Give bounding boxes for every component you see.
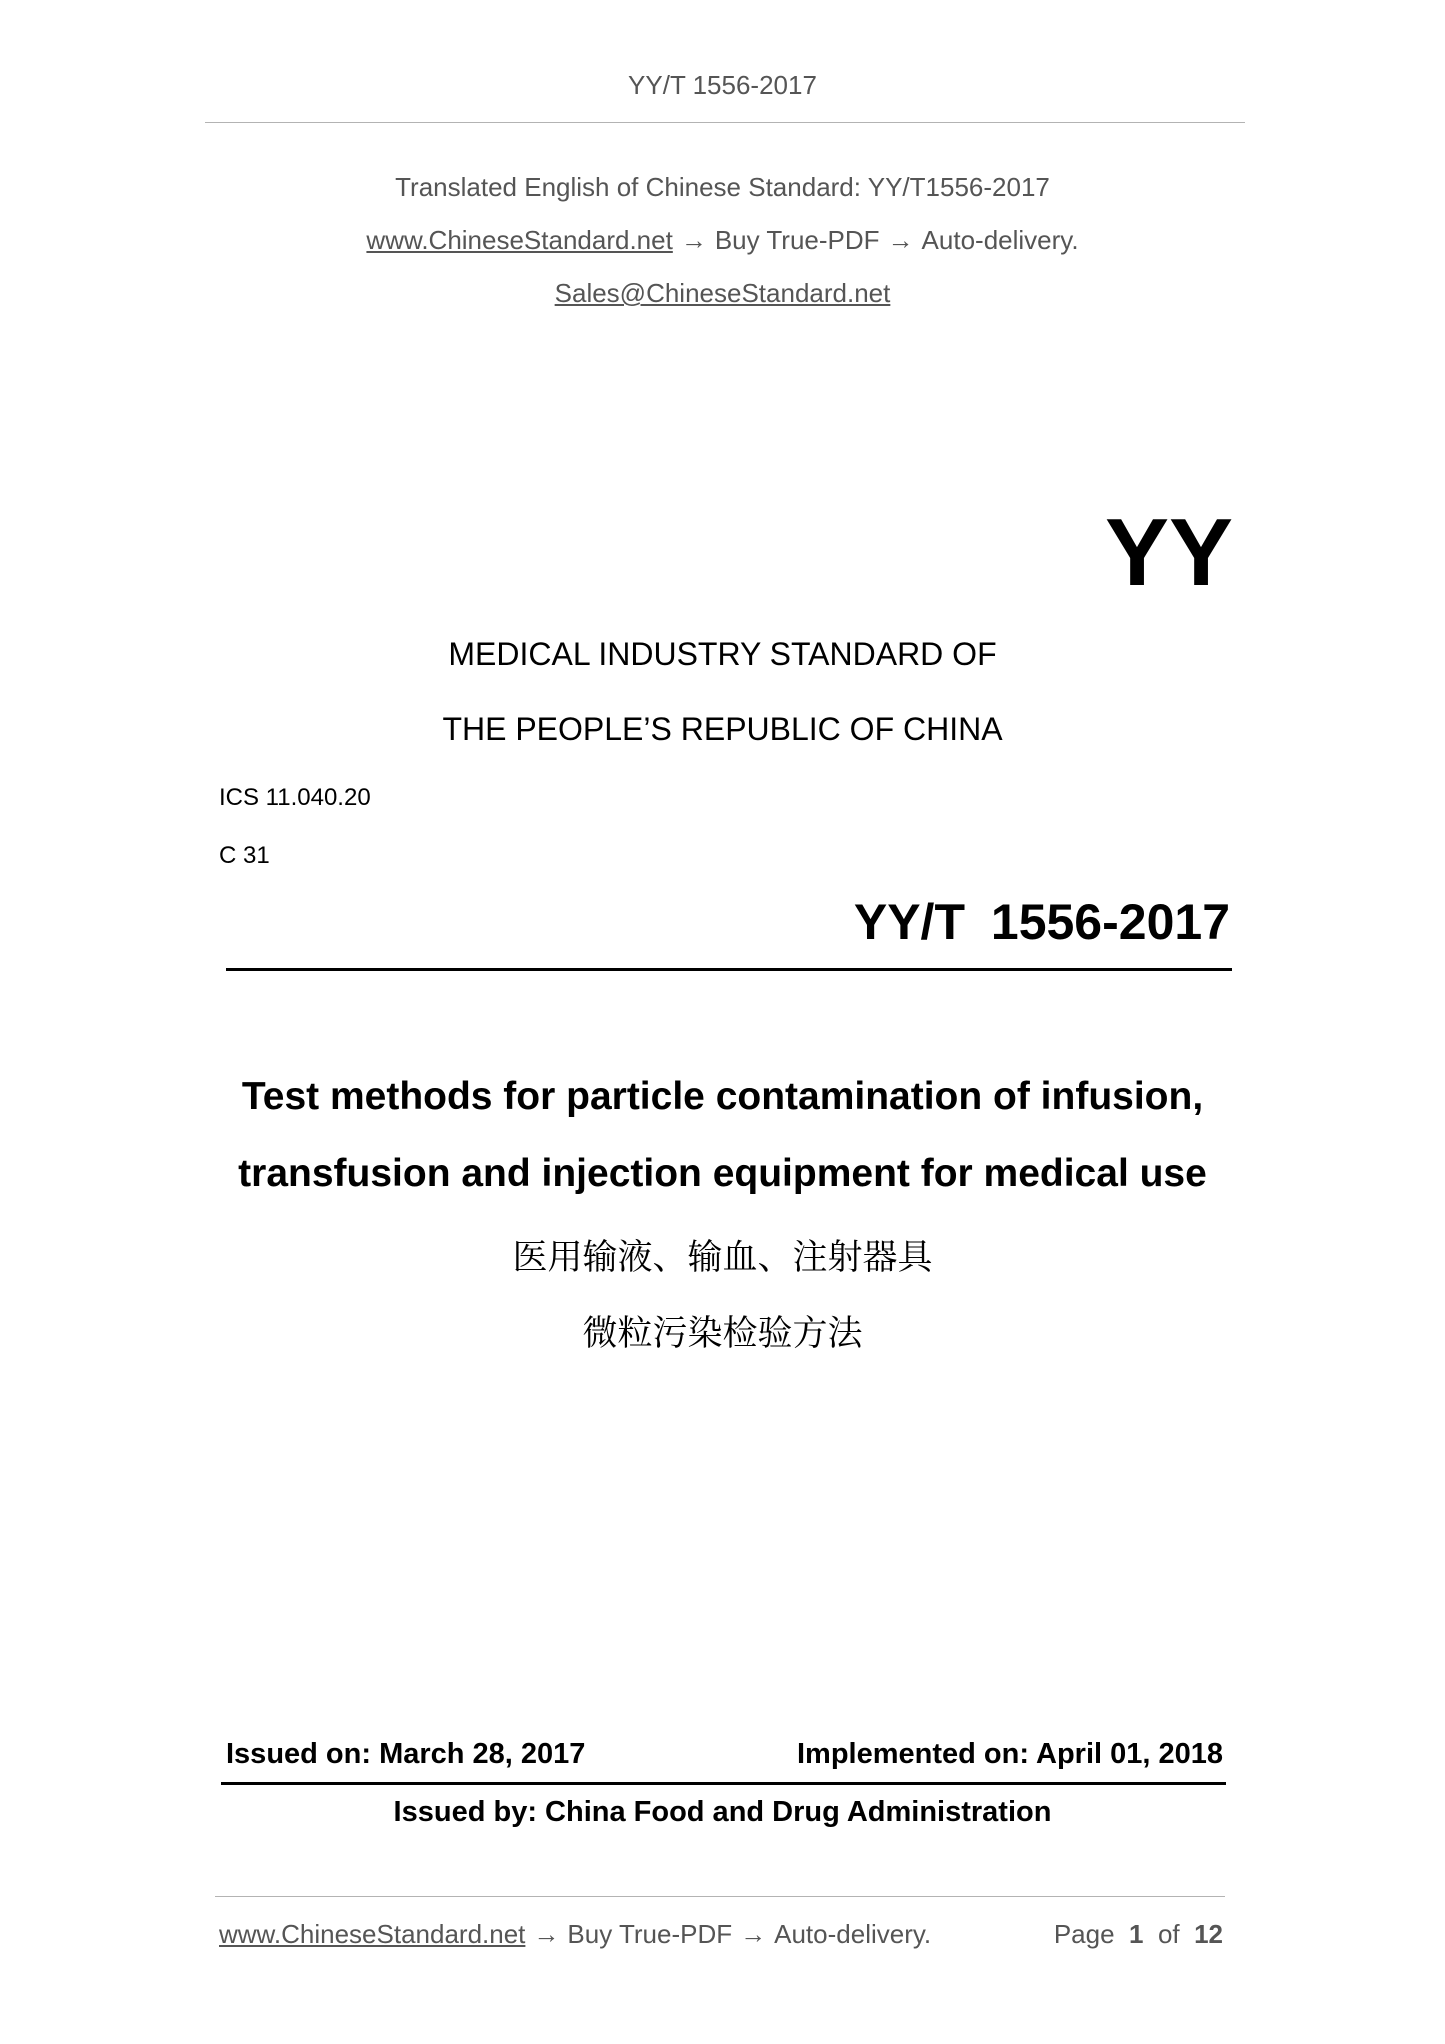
page-indicator xyxy=(1054,1919,1223,1950)
category-mark: YY xyxy=(1104,499,1233,606)
implemented-on-date: Implemented on: April 01, 2018 xyxy=(797,1738,1223,1770)
footer-purchase-line xyxy=(219,1919,931,1950)
page-number: 1 xyxy=(1129,1919,1144,1949)
title-english-line1: Test methods for particle contamination of infusion, xyxy=(241,1075,1204,1118)
title-chinese-line2: 微粒污染检验方法 xyxy=(582,1314,863,1354)
standard-code: YY/T 1556-2017 xyxy=(853,894,1230,950)
purchase-line xyxy=(0,225,1445,256)
of-label: of xyxy=(1157,1919,1180,1949)
running-header: YY/T 1556-2017 xyxy=(628,70,817,100)
issued-on-date: Issued on: March 28, 2017 xyxy=(226,1738,586,1770)
delivery-text: Auto-delivery. xyxy=(921,225,1079,255)
page-label: Page xyxy=(1053,1919,1115,1949)
header-divider xyxy=(205,122,1245,123)
ics-code: ICS 11.040.20 xyxy=(219,784,371,811)
footer-site-link[interactable]: www.ChineseStandard.net xyxy=(219,1919,526,1949)
site-link[interactable]: www.ChineseStandard.net xyxy=(366,225,673,255)
footer-divider xyxy=(215,1896,1225,1897)
title-english-line2: transfusion and injection equipment for medical use xyxy=(238,1152,1207,1195)
page-total: 12 xyxy=(1194,1919,1223,1949)
arrow-icon: → xyxy=(680,225,707,255)
sales-email-link[interactable]: Sales@ChineseStandard.net xyxy=(554,278,891,308)
issue-divider xyxy=(221,1782,1226,1785)
arrow-icon: → xyxy=(740,1919,767,1949)
buy-text: Buy True-PDF xyxy=(714,225,880,255)
title-chinese-line1: 医用输液、输血、注射器具 xyxy=(512,1238,933,1278)
ccs-code: C 31 xyxy=(219,842,270,869)
standard-heading-line1: MEDICAL INDUSTRY STANDARD OF xyxy=(448,636,997,672)
code-divider xyxy=(226,968,1232,971)
issued-by: Issued by: China Food and Drug Administration xyxy=(393,1796,1052,1828)
arrow-icon: → xyxy=(887,225,914,255)
translated-line: Translated English of Chinese Standard: YY/T1556-2017 xyxy=(395,172,1050,202)
footer-delivery-text: Auto-delivery. xyxy=(774,1919,932,1949)
sales-line xyxy=(0,278,1445,309)
standard-heading-line2: THE PEOPLE’S REPUBLIC OF CHINA xyxy=(442,711,1003,747)
arrow-icon: → xyxy=(533,1919,560,1949)
footer-buy-text: Buy True-PDF xyxy=(567,1919,733,1949)
